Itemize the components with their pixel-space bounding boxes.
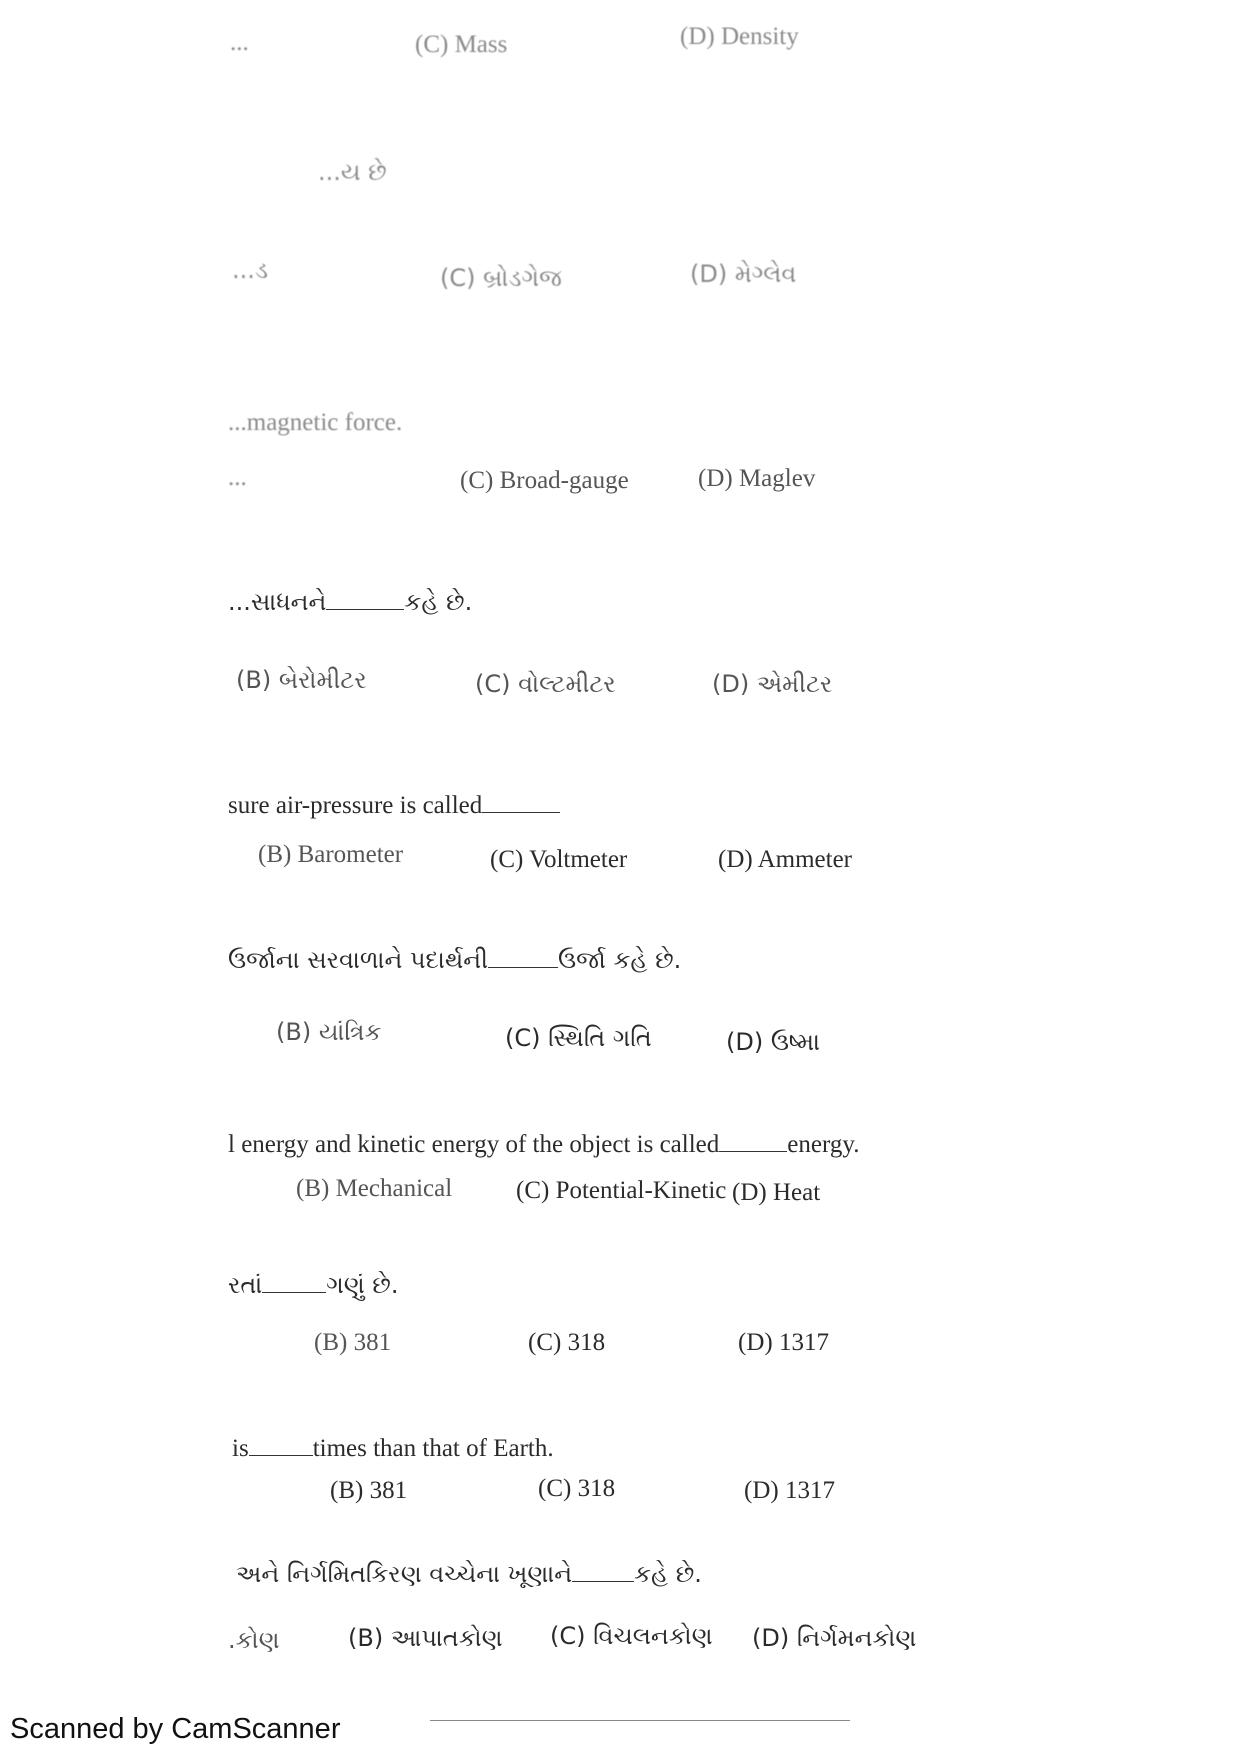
q5-en-stem-after: times than that of Earth.: [312, 1435, 554, 1462]
q3-gu-blank: [326, 591, 404, 610]
q6-gu-option-d: (D) નિર્ગમનકોણ: [752, 1624, 917, 1652]
q2-en-stem: ...magnetic force.: [228, 409, 403, 436]
q3-en-blank: [482, 794, 560, 813]
q4-en-stem-before: l energy and kinetic energy of the object is called: [228, 1131, 720, 1158]
q4-en-blank: [719, 1133, 787, 1152]
q5-gu-stem-after: ગણું છે.: [326, 1271, 399, 1299]
q4-gu-stem: [228, 948, 681, 972]
q4-gu-option-c: (C) સ્થિતિ ગતિ: [505, 1024, 652, 1052]
q5-gu-option-c: (C) 318: [528, 1329, 606, 1356]
q5-gu-option-d: (D) 1317: [738, 1329, 829, 1356]
q6-gu-blank: [572, 1563, 634, 1582]
q6-gu-stem: [236, 1562, 702, 1586]
q5-gu-blank: [262, 1274, 326, 1293]
q3-en-stem: [228, 793, 560, 818]
q1-option-d: (D) Density: [680, 23, 799, 50]
q3-gu-stem-after: કહે છે.: [404, 588, 473, 616]
q5-en-blank: [249, 1437, 313, 1456]
q2-gu-stem: ...ય છે: [318, 158, 387, 186]
q3-en-option-c: (C) Voltmeter: [490, 846, 628, 873]
q6-gu-option-b: (B) આપાતકોણ: [348, 1624, 503, 1652]
q2-en-option-d: (D) Maglev: [698, 465, 816, 492]
q4-gu-stem-before: ઉર્જાના સરવાળાને પદાર્થની: [228, 946, 489, 974]
q2-gu-option-c: (C) બ્રોડગેજ: [440, 264, 562, 292]
q5-gu-option-b: (B) 381: [314, 1329, 392, 1356]
bottom-rule: [430, 1720, 850, 1721]
q5-gu-stem-before: રતાં: [228, 1271, 263, 1299]
q6-gu-stem-before: અને નિર્ગમિતકિરણ વચ્ચેના ખૂણાને: [236, 1560, 573, 1588]
q3-en-stem-before: sure air-pressure is called: [228, 792, 483, 819]
q4-en-stem: [228, 1132, 859, 1157]
q5-en-option-c: (C) 318: [538, 1475, 616, 1502]
q2-en-option-c: (C) Broad-gauge: [460, 467, 629, 494]
q3-gu-stem-before: ...સાધનને: [228, 588, 327, 616]
q4-en-option-b: (B) Mechanical: [296, 1175, 453, 1202]
q5-en-stem: [232, 1436, 554, 1461]
q4-en-option-c: (C) Potential-Kinetic: [516, 1177, 727, 1204]
q3-gu-option-b: (B) બેરોમીટર: [236, 666, 367, 694]
q3-gu-stem: [228, 590, 472, 614]
q3-en-option-d: (D) Ammeter: [718, 846, 852, 873]
q4-en-stem-after: energy.: [787, 1131, 860, 1158]
q5-en-option-d: (D) 1317: [744, 1477, 835, 1504]
q2-gu-option-d: (D) મેગ્લેવ: [690, 260, 797, 288]
q6-gu-option-a: .કોણ: [228, 1626, 280, 1654]
q6-gu-option-c: (C) વિચલનકોણ: [550, 1622, 713, 1650]
q4-en-option-d: (D) Heat: [732, 1179, 821, 1206]
q2-en-option-a: ...: [228, 464, 247, 491]
q3-gu-option-c: (C) વોલ્ટમીટર: [475, 670, 616, 698]
camscanner-watermark: Scanned by CamScanner: [10, 1713, 341, 1745]
q4-gu-stem-after: ઉર્જા કહે છે.: [558, 946, 682, 974]
q4-gu-option-b: (B) યાંત્રિક: [276, 1018, 382, 1046]
q3-en-option-b: (B) Barometer: [258, 841, 404, 868]
q6-gu-stem-after: કહે છે.: [634, 1560, 702, 1588]
q1-option-a: ...: [230, 29, 249, 56]
q5-gu-stem: [228, 1273, 398, 1297]
q5-en-stem-before: is: [232, 1435, 249, 1462]
q2-gu-option-a: ...ડ: [232, 256, 269, 284]
q5-en-option-b: (B) 381: [330, 1477, 408, 1504]
q4-gu-option-d: (D) ઉષ્મા: [726, 1028, 820, 1056]
q1-option-c: (C) Mass: [415, 31, 508, 58]
q4-gu-blank: [488, 949, 558, 968]
q3-gu-option-d: (D) એમીટર: [712, 670, 833, 698]
